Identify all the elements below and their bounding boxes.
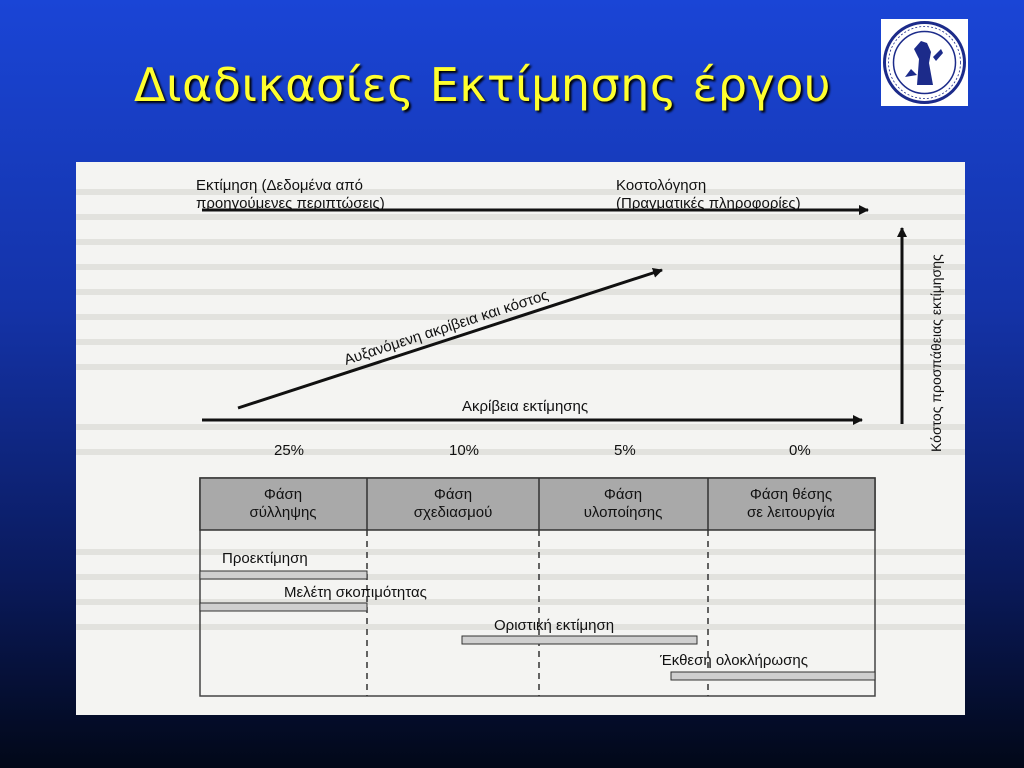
cost-effort-label: Κόστος προσπάθειας εκτίμησης xyxy=(928,254,944,452)
activity-bar xyxy=(462,636,697,644)
diagonal-label: Αυξανόμενη ακρίβεια και κόστος xyxy=(341,286,551,369)
costing-label-line2: (Πραγματικές πληροφορίες) xyxy=(616,195,801,212)
university-seal-icon xyxy=(881,19,968,106)
phase-label: Φάση xyxy=(263,486,303,503)
percentage-label: 25% xyxy=(274,442,305,459)
activity-label: Μελέτη σκοπιμότητας xyxy=(284,584,427,601)
estimation-diagram xyxy=(76,162,965,715)
percentage-label: 5% xyxy=(614,442,636,459)
phase-label: σχεδιασμού xyxy=(413,504,493,521)
activity-label: Προεκτίμηση xyxy=(222,550,308,567)
slide-title: Διαδικασίες Εκτίμησης έργου xyxy=(134,58,832,112)
costing-label-line1: Κοστολόγηση xyxy=(616,177,707,194)
phase-label: σύλληψης xyxy=(249,504,317,521)
activity-label: Οριστική εκτίμηση xyxy=(494,617,615,634)
activity-bar xyxy=(671,672,875,680)
phase-label: υλοποίησης xyxy=(583,504,663,521)
phase-label: Φάση xyxy=(603,486,643,503)
phase-label: Φάση xyxy=(433,486,473,503)
percentage-label: 0% xyxy=(789,442,811,459)
phase-label: Φάση θέσης xyxy=(749,486,833,503)
estimation-label-line1: Εκτίμηση (Δεδομένα από xyxy=(196,177,363,194)
estimation-label-line2: προηγούμενες περιπτώσεις) xyxy=(196,195,385,212)
activity-bar xyxy=(200,603,367,611)
phase-label: σε λειτουργία xyxy=(747,504,835,521)
accuracy-label: Ακρίβεια εκτίμησης xyxy=(462,398,589,415)
activity-bar xyxy=(200,571,367,579)
activity-label: Έκθεση ολοκλήρωσης xyxy=(660,652,808,669)
percentage-label: 10% xyxy=(449,442,480,459)
